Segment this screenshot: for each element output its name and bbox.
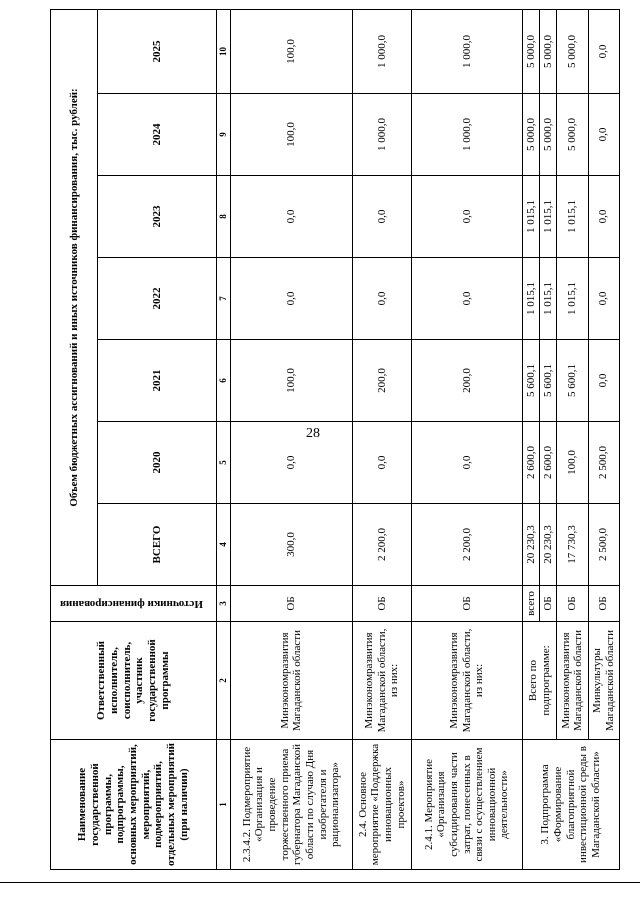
header-year: 2023 (98, 176, 216, 258)
row-value: 100,0 (557, 422, 588, 504)
row-value: 2 500,0 (588, 504, 619, 586)
financing-table (50, 9, 620, 870)
row-value: 5 600,1 (557, 340, 588, 422)
bottom-rule (0, 882, 640, 883)
col-number: 1 (216, 740, 230, 870)
row-value: 300,0 (230, 504, 352, 586)
header-year: 2020 (98, 422, 216, 504)
subprogram-name: 3. Подпрограмма «Формирование благоприятной инвестиционной среды в Магаданской области» (522, 740, 619, 870)
row-source: всего (522, 586, 539, 622)
row-value: 20 230,3 (522, 504, 539, 586)
header-year: 2024 (98, 94, 216, 176)
row-value: 0,0 (588, 258, 619, 340)
row-value: 2 500,0 (588, 422, 619, 504)
row-value: 100,0 (230, 9, 352, 93)
table-row (230, 9, 352, 869)
row-value: 1 015,1 (522, 258, 539, 340)
row-value: 17 730,3 (557, 504, 588, 586)
header-year-total: ВСЕГО (98, 504, 216, 586)
header-year: 2025 (98, 9, 216, 93)
col-number: 5 (216, 422, 230, 504)
header-funding: Объем бюджетных ассигнований и иных источников финансирования, тыс. рублей: (51, 9, 98, 585)
row-name: 2.3.4.2. Подмероприятие «Организация и проведение торжественного приема губернатора Магаданской области по случаю Дня изобретателя и рационализатора» (230, 740, 352, 870)
row-responsible: Минэкономразвития Магаданской области, из них: (412, 622, 523, 740)
row-value: 5 000,0 (540, 9, 557, 93)
header-source: Источники финансирования (51, 586, 217, 622)
col-number: 8 (216, 176, 230, 258)
row-value: 0,0 (412, 258, 523, 340)
row-value: 200,0 (412, 340, 523, 422)
row-value: 2 200,0 (412, 504, 523, 586)
table-row (412, 9, 523, 869)
row-value: 1 015,1 (522, 176, 539, 258)
row-value: 2 200,0 (352, 504, 411, 586)
row-name: 2.4. Основное мероприятие «Поддержка инновационных проектов» (352, 740, 411, 870)
row-responsible: Минэкономразвития Магаданской области (557, 622, 588, 740)
row-value: 20 230,3 (540, 504, 557, 586)
col-number: 9 (216, 94, 230, 176)
row-value: 1 015,1 (557, 258, 588, 340)
row-value: 5 000,0 (557, 9, 588, 93)
col-number: 6 (216, 340, 230, 422)
row-responsible: Минэкономразвития Магаданской области (230, 622, 352, 740)
row-value: 100,0 (230, 340, 352, 422)
col-number: 2 (216, 622, 230, 740)
row-source: ОБ (412, 586, 523, 622)
row-value: 1 000,0 (352, 94, 411, 176)
row-value: 5 000,0 (557, 94, 588, 176)
col-number: 3 (216, 586, 230, 622)
subprogram-row-total (522, 9, 539, 869)
row-source: ОБ (557, 586, 588, 622)
row-value: 5 000,0 (522, 9, 539, 93)
financing-table-wrapper (50, 10, 620, 870)
page-number: 28 (306, 426, 320, 441)
row-value: 0,0 (352, 422, 411, 504)
row-value: 0,0 (588, 94, 619, 176)
row-value: 1 000,0 (352, 9, 411, 93)
row-value: 0,0 (412, 422, 523, 504)
row-responsible: Минкультуры Магаданской области (588, 622, 619, 740)
row-source: ОБ (540, 586, 557, 622)
row-value: 5 600,1 (540, 340, 557, 422)
row-source: ОБ (230, 586, 352, 622)
col-number: 4 (216, 504, 230, 586)
col-number: 7 (216, 258, 230, 340)
row-value: 5 000,0 (522, 94, 539, 176)
row-value: 1 000,0 (412, 9, 523, 93)
column-number-row (216, 9, 230, 869)
subprogram-total-label: Всего по подпрограмме: (522, 622, 557, 740)
header-responsible: Ответственный исполнитель, соисполнитель, участник государственной программы (51, 622, 217, 740)
header-year: 2022 (98, 258, 216, 340)
row-value: 100,0 (230, 94, 352, 176)
row-responsible: Минэкономразвития Магаданской области, из них: (352, 622, 411, 740)
table-row (352, 9, 411, 869)
row-value: 1 000,0 (412, 94, 523, 176)
row-value: 1 015,1 (540, 258, 557, 340)
row-value: 0,0 (412, 176, 523, 258)
row-value: 200,0 (352, 340, 411, 422)
row-source: ОБ (352, 586, 411, 622)
col-number: 10 (216, 9, 230, 93)
row-value: 1 015,1 (557, 176, 588, 258)
row-value: 0,0 (230, 422, 352, 504)
row-value: 0,0 (230, 258, 352, 340)
row-value: 0,0 (588, 340, 619, 422)
header-year: 2021 (98, 340, 216, 422)
header-name: Наименование государственной программы, подпрограммы, основных мероприятий, мероприятий, подмероприятий, отдельных мероприятий (при наличии) (51, 740, 217, 870)
row-value: 0,0 (230, 176, 352, 258)
row-value: 5 000,0 (540, 94, 557, 176)
row-value: 2 600,0 (522, 422, 539, 504)
row-source: ОБ (588, 586, 619, 622)
row-value: 1 015,1 (540, 176, 557, 258)
row-name: 2.4.1. Мероприятие «Организация субсидирования части затрат, понесенных в связи с осуществлением инновационной деятельности» (412, 740, 523, 870)
row-value: 0,0 (352, 176, 411, 258)
row-value: 2 600,0 (540, 422, 557, 504)
row-value: 5 600,1 (522, 340, 539, 422)
row-value: 0,0 (588, 9, 619, 93)
row-value: 0,0 (588, 176, 619, 258)
row-value: 0,0 (352, 258, 411, 340)
